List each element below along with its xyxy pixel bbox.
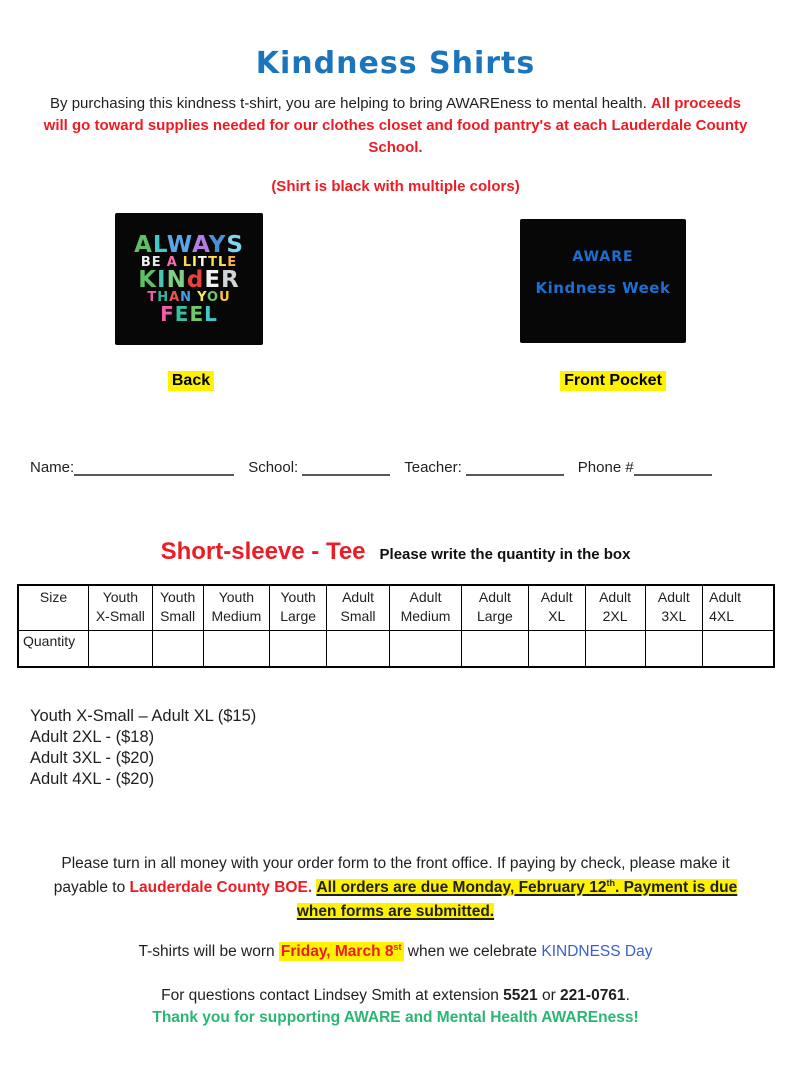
size-column-header: Adult 3XL <box>645 585 703 630</box>
size-header-row <box>18 585 774 630</box>
contact-text: For questions contact Lindsey Smith at extension <box>161 986 504 1004</box>
size-column-header: Adult XL <box>528 585 585 630</box>
school-blank-line <box>302 463 390 476</box>
teacher-label: Teacher: <box>404 459 462 477</box>
wear-text: T-shirts will be worn <box>138 942 279 960</box>
front-design-line1: AWARE <box>572 249 634 266</box>
quantity-cell <box>89 631 153 667</box>
wear-date-highlight <box>279 942 404 961</box>
name-blank-line <box>74 463 234 476</box>
quantity-cell <box>645 631 703 667</box>
quantity-cell <box>528 631 585 667</box>
size-quantity-table <box>17 584 775 667</box>
ordinal-suffix: th <box>606 877 615 888</box>
ordinal-suffix: st <box>393 941 402 952</box>
size-column-header: Youth Small <box>152 585 203 630</box>
front-design-line2: Kindness Week <box>535 279 671 298</box>
name-label: Name: <box>30 459 75 477</box>
quantity-cell <box>327 631 390 667</box>
front-pocket-design <box>520 219 686 343</box>
quantity-cell <box>585 631 645 667</box>
size-column-header: Adult Medium <box>390 585 462 630</box>
orders-due-highlight <box>297 879 737 920</box>
period-text: . <box>625 986 630 1004</box>
quantity-cell <box>462 631 529 667</box>
back-design-line: FEEL <box>160 301 218 326</box>
order-heading-row <box>0 538 791 566</box>
payment-due-text: . Payment is due when forms are submitted. <box>296 878 738 920</box>
size-column-header: Youth Large <box>270 585 327 630</box>
thank-you-line: Thank you for supporting AWARE and Mental Health AWAREness! <box>152 1008 639 1026</box>
phone-number: 221-0761 <box>560 986 626 1004</box>
intro-red-text: All proceeds will go toward supplies needed for our clothes closet and food pantry's at each Lauderdale County School. <box>43 95 748 156</box>
due-date-text: All orders are due Monday, February 12 <box>316 878 607 896</box>
back-shirt-design <box>115 213 263 345</box>
size-column-header: Adult 2XL <box>585 585 645 630</box>
school-label: School: <box>248 459 299 477</box>
price-line: Adult 4XL - ($20) <box>30 769 155 788</box>
intro-paragraph <box>38 93 754 158</box>
student-info-row <box>30 459 775 476</box>
page-title: Kindness Shirts <box>255 46 536 81</box>
back-design-line: BE A LITTLE <box>140 254 238 270</box>
front-pocket-label: Front Pocket <box>560 371 666 391</box>
quantity-cell <box>703 631 774 667</box>
back-label: Back <box>168 371 214 391</box>
quantity-row-label: Quantity <box>18 631 89 667</box>
wear-date-line <box>0 942 791 961</box>
quantity-cell <box>270 631 327 667</box>
quantity-cell <box>390 631 462 667</box>
or-text: or <box>537 986 561 1004</box>
size-corner-header: Size <box>18 585 89 630</box>
size-column-header: Youth Medium <box>203 585 270 630</box>
intro-black-text: By purchasing this kindness t-shirt, you are helping to bring AWAREness to mental health. <box>50 95 651 112</box>
short-sleeve-heading: Short-sleeve - Tee <box>160 538 366 566</box>
price-list <box>30 706 791 790</box>
payment-text: Please turn in all money with your order form to the front office. If paying by check, please make it payable to <box>53 854 730 896</box>
price-line: Youth X-Small – Adult XL ($15) <box>30 706 257 725</box>
size-column-header: Adult 4XL <box>703 585 774 630</box>
back-design-line: KINdER <box>138 267 240 294</box>
size-column-header: Youth X-Small <box>89 585 153 630</box>
price-line: Adult 2XL - ($18) <box>30 727 155 746</box>
teacher-blank-line <box>466 463 564 476</box>
quantity-cell <box>152 631 203 667</box>
quantity-cell <box>203 631 270 667</box>
payment-instructions <box>34 852 758 924</box>
extension-number: 5521 <box>503 986 538 1004</box>
size-column-header: Adult Small <box>327 585 390 630</box>
quantity-instruction: Please write the quantity in the box <box>379 546 631 564</box>
celebrate-text: when we celebrate <box>403 942 542 960</box>
quantity-row <box>18 631 774 667</box>
shirt-images-zone <box>0 213 791 405</box>
size-column-header: Adult Large <box>462 585 529 630</box>
back-design-line: THAN YOU <box>147 289 231 305</box>
back-design-line: ALWAYS <box>134 232 244 259</box>
kindness-day-text: KINDNESS Day <box>541 942 653 960</box>
payable-to-text: Lauderdale County BOE. <box>129 878 313 896</box>
shirt-color-note: (Shirt is black with multiple colors) <box>271 178 520 196</box>
contact-line <box>0 987 791 1005</box>
price-line: Adult 3XL - ($20) <box>30 748 155 767</box>
phone-blank-line <box>634 463 712 476</box>
phone-label: Phone # <box>577 459 634 477</box>
wear-date-text: Friday, March 8 <box>280 942 394 960</box>
